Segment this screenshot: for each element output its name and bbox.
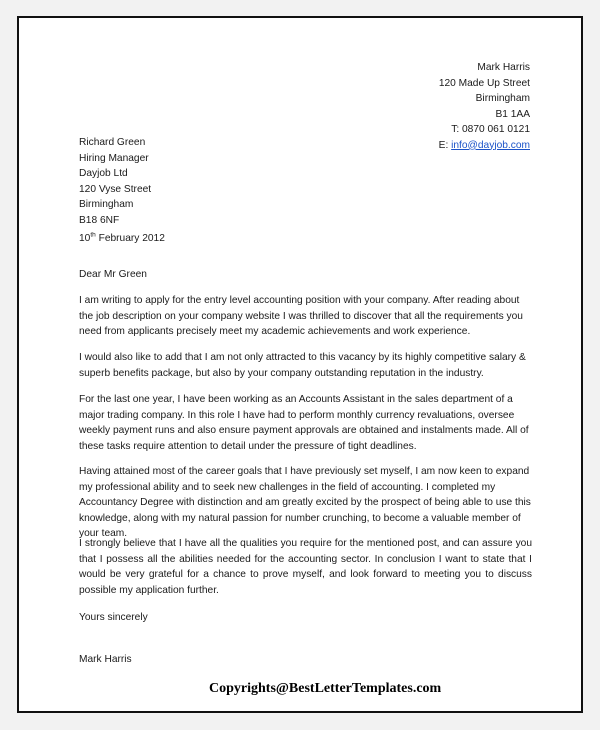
sender-email-line [439,138,530,154]
letter-page [17,16,583,713]
sender-phone: T: 0870 061 0121 [451,124,530,135]
date-day: 10 [79,233,91,244]
sender-email-prefix: E: [438,139,452,151]
body-paragraph-2: I would also like to add that I am not only attracted to this vacancy by its highly competitive salary & superb benefits package, but also by your company outstanding reputation in the industry. [79,352,526,379]
date-suffix: th [90,231,96,239]
recipient-company: Dayjob Ltd [79,168,128,179]
body-paragraph-4: Having attained most of the career goals that I have previously set myself, I am now keen to expand my professional ability and to seek new challenges in the field of accounting. I completed my Accountancy Degree with distinction and am greatly excited by the prospect of being able to use this knowledge, along with my natural passion for number crunching, to become a valuable member of your team. [79,466,531,539]
recipient-address-block [79,135,151,228]
recipient-street: 120 Vyse Street [79,183,152,195]
sender-street: 120 Made Up Street [438,77,530,89]
sender-city: Birmingham [475,93,530,104]
closing: Yours sincerely [79,612,148,623]
sender-name: Mark Harris [477,62,530,73]
copyright-watermark: Copyrights@BestLetterTemplates.com [209,681,442,696]
letter-date [79,231,165,247]
signature-name: Mark Harris [79,654,132,665]
sender-address-block [439,60,530,153]
sender-postcode: B1 1AA [495,108,530,120]
date-rest: February 2012 [95,233,165,244]
sender-email-link[interactable]: info@dayjob.com [451,139,530,151]
recipient-city: Birmingham [79,199,134,210]
salutation: Dear Mr Green [79,269,147,280]
recipient-name: Richard Green [79,137,146,148]
body-paragraph-1: I am writing to apply for the entry level accounting position with your company. After reading about the job description on your company website I was thrilled to discover that all the requirements you need from applicants precisely meet my academic achievements and work experience. [79,295,523,337]
body-paragraph-3: For the last one year, I have been working as an Accounts Assistant in the sales department of a major trading company. In this role I have had to perform monthly currency revaluations, oversee weekly payment runs and also ensure payment approvals are obtained and instalments made. All of these tasks require attention to detail under the pressure of tight deadlines. [79,394,529,452]
recipient-title: Hiring Manager [79,152,149,164]
body-paragraph-5: I strongly believe that I have all the qualities you require for the mentioned post, and can assure you that I possess all the abilities needed for the accounting sector. In conclusion I want to state that I would be very grateful for a chance to prove myself, and look forward to meeting you to discuss possible my application further. [79,538,532,596]
recipient-postcode: B18 6NF [79,214,120,226]
